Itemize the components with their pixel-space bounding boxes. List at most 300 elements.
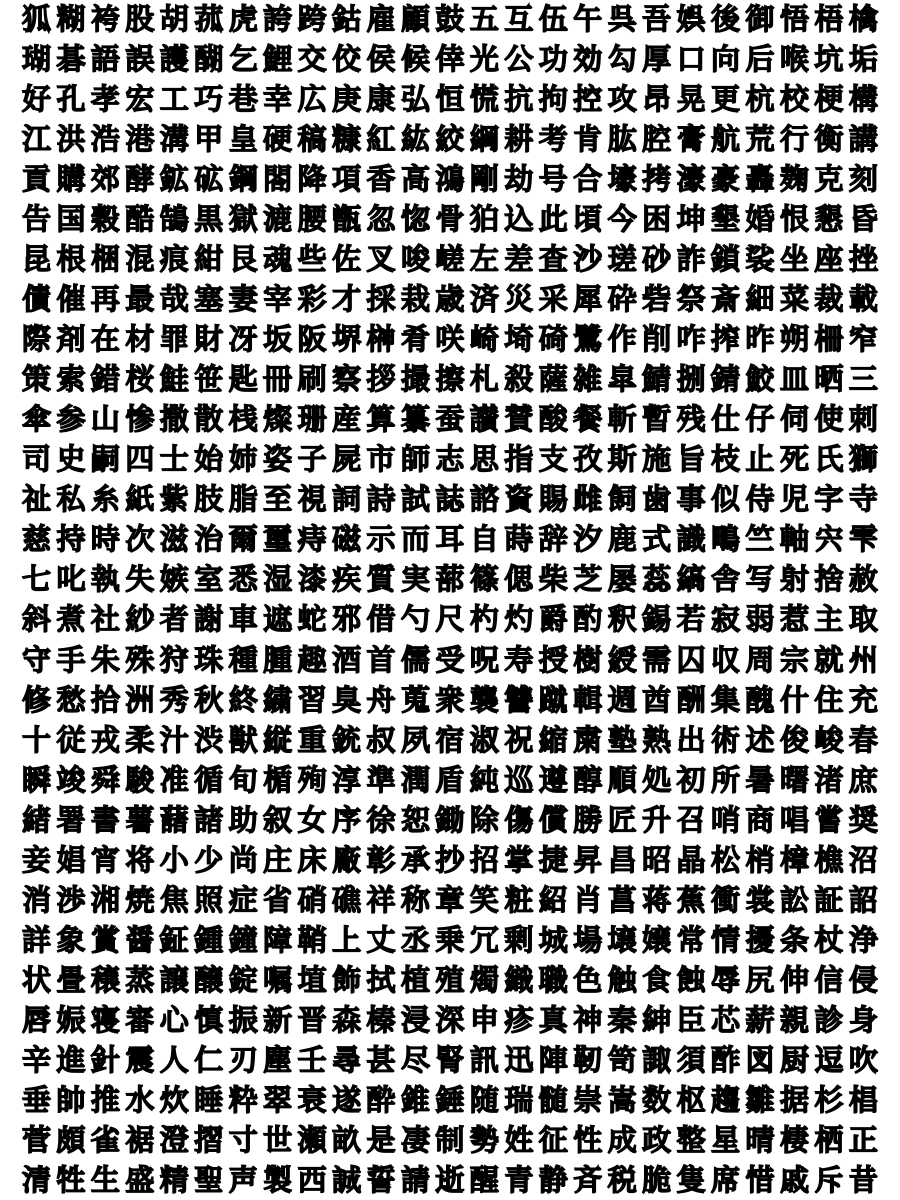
- kanji-glyph: 削: [642, 322, 672, 357]
- kanji-glyph: 屍: [332, 442, 362, 477]
- kanji-glyph: 衰: [297, 1082, 327, 1117]
- kanji-glyph: 俊: [779, 722, 809, 757]
- kanji-glyph: 公: [504, 42, 534, 77]
- kanji-glyph: 拶: [366, 362, 396, 397]
- kanji-glyph: 采: [538, 282, 568, 317]
- kanji-glyph: 庶: [848, 762, 878, 797]
- kanji-row: [20, 964, 880, 997]
- kanji-glyph: 述: [745, 722, 775, 757]
- kanji-glyph: 犀: [573, 282, 603, 317]
- kanji-glyph: 垢: [848, 42, 878, 77]
- kanji-glyph: 昌: [607, 842, 637, 877]
- kanji-glyph: 纂: [400, 402, 430, 437]
- kanji-glyph: 尻: [745, 962, 775, 997]
- kanji-glyph: 酸: [538, 402, 568, 437]
- kanji-glyph: 朔: [779, 322, 809, 357]
- kanji-glyph: 肢: [194, 482, 224, 517]
- kanji-glyph: 墾: [711, 202, 741, 237]
- kanji-glyph: 字: [814, 482, 844, 517]
- kanji-row: [20, 1044, 880, 1077]
- kanji-glyph: 策: [21, 362, 51, 397]
- kanji-glyph: 縮: [538, 722, 568, 757]
- kanji-glyph: 娯: [676, 2, 706, 36]
- kanji-glyph: 縦: [263, 722, 293, 757]
- kanji-glyph: 乗: [435, 922, 465, 957]
- kanji-glyph: 祉: [21, 482, 51, 517]
- kanji-glyph: 残: [676, 402, 706, 437]
- kanji-row: [20, 1164, 880, 1197]
- kanji-glyph: 施: [642, 442, 672, 477]
- kanji-glyph: 情: [711, 922, 741, 957]
- kanji-glyph: 丞: [400, 922, 430, 957]
- kanji-glyph: 砿: [194, 162, 224, 197]
- kanji-glyph: 珊: [297, 402, 327, 437]
- kanji-glyph: 合: [573, 162, 603, 197]
- kanji-glyph: 晃: [676, 82, 706, 117]
- kanji-glyph: 嘗: [814, 802, 844, 837]
- kanji-glyph: 酔: [366, 1082, 396, 1117]
- kanji-glyph: 堺: [332, 322, 362, 357]
- kanji-glyph: 謝: [194, 602, 224, 637]
- kanji-glyph: 星: [711, 1122, 741, 1157]
- kanji-glyph: 四: [125, 442, 155, 477]
- kanji-glyph: 静: [538, 1162, 568, 1197]
- kanji-glyph: 差: [504, 242, 534, 277]
- kanji-glyph: 士: [159, 442, 189, 477]
- kanji-glyph: 砕: [607, 282, 637, 317]
- kanji-glyph: 城: [538, 922, 568, 957]
- kanji-glyph: 手: [56, 642, 86, 677]
- kanji-glyph: 夙: [400, 722, 430, 757]
- kanji-glyph: 皿: [779, 362, 809, 397]
- kanji-glyph: 壕: [607, 162, 637, 197]
- kanji-glyph: 債: [21, 282, 51, 317]
- kanji-glyph: 笑: [469, 882, 499, 917]
- kanji-glyph: 殖: [435, 962, 465, 997]
- kanji-glyph: 喉: [779, 42, 809, 77]
- kanji-glyph: 実: [400, 562, 430, 597]
- kanji-glyph: 柵: [814, 322, 844, 357]
- kanji-glyph: 克: [814, 162, 844, 197]
- kanji-glyph: 偲: [504, 562, 534, 597]
- kanji-glyph: 購: [56, 162, 86, 197]
- kanji-glyph: 後: [711, 2, 741, 36]
- kanji-glyph: 狛: [469, 202, 499, 237]
- kanji-glyph: 菜: [779, 282, 809, 317]
- kanji-glyph: 斯: [607, 442, 637, 477]
- kanji-glyph: 厨: [779, 1042, 809, 1077]
- kanji-glyph: 神: [573, 1002, 603, 1037]
- kanji-glyph: 懇: [814, 202, 844, 237]
- kanji-glyph: 壬: [297, 1042, 327, 1077]
- kanji-glyph: 据: [779, 1082, 809, 1117]
- kanji-glyph: 雛: [745, 1082, 775, 1117]
- kanji-glyph: 宏: [125, 82, 155, 117]
- kanji-glyph: 悟: [779, 2, 809, 36]
- kanji-glyph: 寂: [711, 602, 741, 637]
- kanji-glyph: 紙: [125, 482, 155, 517]
- kanji-glyph: 嵯: [435, 242, 465, 277]
- kanji-glyph: 宵: [90, 842, 120, 877]
- kanji-glyph: 困: [642, 202, 672, 237]
- kanji-glyph: 思: [469, 442, 499, 477]
- kanji-glyph: 作: [607, 322, 637, 357]
- kanji-glyph: 止: [745, 442, 775, 477]
- kanji-glyph: 詐: [676, 242, 706, 277]
- kanji-glyph: 孝: [90, 82, 120, 117]
- kanji-glyph: 濠: [676, 162, 706, 197]
- kanji-glyph: 飼: [607, 482, 637, 517]
- kanji-glyph: 始: [194, 442, 224, 477]
- kanji-glyph: 鹿: [607, 522, 637, 557]
- kanji-glyph: 晒: [814, 362, 844, 397]
- kanji-glyph: 徐: [366, 802, 396, 837]
- kanji-character-sheet: [20, 3, 880, 1197]
- kanji-glyph: 菖: [607, 882, 637, 917]
- kanji-glyph: 惨: [125, 402, 155, 437]
- kanji-glyph: 考: [538, 122, 568, 157]
- kanji-glyph: 昏: [848, 202, 878, 237]
- kanji-glyph: 礁: [332, 882, 362, 917]
- kanji-glyph: 侵: [848, 962, 878, 997]
- kanji-glyph: 榊: [366, 322, 396, 357]
- kanji-glyph: 寸: [228, 1122, 258, 1157]
- kanji-glyph: 修: [21, 682, 51, 717]
- kanji-glyph: 紳: [642, 1002, 672, 1037]
- kanji-glyph: 埼: [504, 322, 534, 357]
- kanji-glyph: 燦: [263, 402, 293, 437]
- kanji-glyph: 疹: [504, 1002, 534, 1037]
- kanji-glyph: 綱: [469, 122, 499, 157]
- kanji-glyph: 劫: [504, 162, 534, 197]
- kanji-glyph: 鴫: [711, 522, 741, 557]
- kanji-glyph: 酒: [332, 642, 362, 677]
- kanji-glyph: 秋: [194, 682, 224, 717]
- kanji-glyph: 色: [573, 962, 603, 997]
- kanji-glyph: 沙: [573, 242, 603, 277]
- kanji-glyph: 芯: [711, 1002, 741, 1037]
- kanji-glyph: 仔: [745, 402, 775, 437]
- kanji-glyph: 擦: [435, 362, 465, 397]
- kanji-glyph: 獣: [228, 722, 258, 757]
- kanji-glyph: 紅: [366, 122, 396, 157]
- kanji-row: [20, 3, 880, 36]
- kanji-glyph: 渚: [814, 762, 844, 797]
- kanji-glyph: 載: [848, 282, 878, 317]
- kanji-glyph: 恨: [779, 202, 809, 237]
- kanji-row: [20, 483, 880, 516]
- kanji-glyph: 撒: [159, 402, 189, 437]
- kanji-glyph: 寺: [848, 482, 878, 517]
- kanji-glyph: 捷: [538, 842, 568, 877]
- kanji-glyph: 邪: [332, 602, 362, 637]
- kanji-glyph: 承: [400, 842, 430, 877]
- kanji-glyph: 姓: [504, 1122, 534, 1157]
- kanji-glyph: 師: [400, 442, 430, 477]
- kanji-glyph: 行: [779, 122, 809, 157]
- kanji-glyph: 譲: [159, 962, 189, 997]
- kanji-glyph: 鵠: [159, 202, 189, 237]
- kanji-glyph: 誓: [366, 1162, 396, 1197]
- kanji-glyph: 受: [435, 642, 465, 677]
- kanji-glyph: 瑞: [504, 1082, 534, 1117]
- kanji-glyph: 若: [676, 602, 706, 637]
- kanji-row: [20, 603, 880, 636]
- kanji-glyph: 斎: [711, 282, 741, 317]
- kanji-glyph: 制: [435, 1122, 465, 1157]
- kanji-glyph: 碁: [56, 42, 86, 77]
- kanji-glyph: 慎: [194, 1002, 224, 1037]
- kanji-glyph: 試: [400, 482, 430, 517]
- kanji-glyph: 匠: [607, 802, 637, 837]
- kanji-glyph: 倖: [435, 42, 465, 77]
- kanji-glyph: 社: [90, 602, 120, 637]
- kanji-glyph: 剰: [504, 922, 534, 957]
- kanji-glyph: 広: [297, 82, 327, 117]
- kanji-glyph: 肖: [573, 882, 603, 917]
- kanji-glyph: 震: [125, 1042, 155, 1077]
- kanji-glyph: 失: [125, 562, 155, 597]
- kanji-glyph: 孜: [573, 442, 603, 477]
- kanji-glyph: 冗: [469, 922, 499, 957]
- kanji-glyph: 数: [642, 1082, 672, 1117]
- kanji-glyph: 助: [228, 802, 258, 837]
- kanji-glyph: 熟: [642, 722, 672, 757]
- kanji-glyph: 昭: [642, 842, 672, 877]
- kanji-glyph: 爾: [228, 522, 258, 557]
- kanji-glyph: 市: [366, 442, 396, 477]
- kanji-glyph: 子: [297, 442, 327, 477]
- kanji-glyph: 拾: [90, 682, 120, 717]
- kanji-glyph: 醸: [194, 962, 224, 997]
- kanji-glyph: 痔: [297, 522, 327, 557]
- kanji-glyph: 挫: [848, 242, 878, 277]
- kanji-glyph: 焦: [159, 882, 189, 917]
- kanji-glyph: 酷: [125, 202, 155, 237]
- kanji-glyph: 餐: [573, 402, 603, 437]
- kanji-glyph: 桟: [228, 402, 258, 437]
- kanji-glyph: 昔: [848, 1162, 878, 1197]
- kanji-glyph: 縞: [676, 562, 706, 597]
- kanji-glyph: 需: [642, 642, 672, 677]
- kanji-glyph: 痕: [159, 242, 189, 277]
- kanji-glyph: 笹: [194, 362, 224, 397]
- kanji-glyph: 指: [504, 442, 534, 477]
- kanji-glyph: 粧: [504, 882, 534, 917]
- kanji-glyph: 尽: [400, 1042, 430, 1077]
- kanji-glyph: 護: [159, 42, 189, 77]
- kanji-glyph: 諏: [642, 1042, 672, 1077]
- kanji-glyph: 蒋: [642, 882, 672, 917]
- kanji-glyph: 三: [848, 362, 878, 397]
- kanji-glyph: 鉱: [159, 162, 189, 197]
- kanji-glyph: 窄: [848, 322, 878, 357]
- kanji-glyph: 醜: [745, 682, 775, 717]
- kanji-glyph: 世: [263, 1122, 293, 1157]
- kanji-glyph: 愁: [56, 682, 86, 717]
- kanji-glyph: 趨: [711, 1082, 741, 1117]
- kanji-glyph: 嗣: [90, 442, 120, 477]
- kanji-glyph: 醤: [125, 922, 155, 957]
- kanji-glyph: 進: [56, 1042, 86, 1077]
- kanji-glyph: 宿: [435, 722, 465, 757]
- kanji-glyph: 枢: [676, 1082, 706, 1117]
- kanji-glyph: 甑: [332, 202, 362, 237]
- kanji-glyph: 誇: [263, 2, 293, 36]
- kanji-glyph: 峻: [814, 722, 844, 757]
- kanji-glyph: 殉: [297, 762, 327, 797]
- kanji-glyph: 財: [194, 322, 224, 357]
- kanji-glyph: 勺: [400, 602, 430, 637]
- kanji-glyph: 座: [814, 242, 844, 277]
- kanji-glyph: 粋: [228, 1082, 258, 1117]
- kanji-glyph: 初: [676, 762, 706, 797]
- kanji-glyph: 繍: [263, 682, 293, 717]
- kanji-glyph: 拘: [538, 82, 568, 117]
- kanji-glyph: 盾: [435, 762, 465, 797]
- kanji-glyph: 循: [194, 762, 224, 797]
- kanji-glyph: 出: [676, 722, 706, 757]
- kanji-glyph: 甚: [366, 1042, 396, 1077]
- kanji-glyph: 狩: [159, 642, 189, 677]
- kanji-glyph: 五: [469, 2, 499, 36]
- kanji-glyph: 是: [366, 1122, 396, 1157]
- kanji-glyph: 肯: [573, 122, 603, 157]
- kanji-glyph: 氏: [814, 442, 844, 477]
- kanji-row: [20, 924, 880, 957]
- kanji-glyph: 西: [297, 1162, 327, 1197]
- kanji-glyph: 鉦: [159, 922, 189, 957]
- kanji-glyph: 随: [469, 1082, 499, 1117]
- kanji-glyph: 襲: [469, 682, 499, 717]
- kanji-glyph: 篠: [469, 562, 499, 597]
- kanji-glyph: 侯: [366, 42, 396, 77]
- kanji-glyph: 昇: [573, 842, 603, 877]
- kanji-glyph: 牲: [56, 1162, 86, 1197]
- kanji-glyph: 香: [366, 162, 396, 197]
- kanji-glyph: 混: [125, 242, 155, 277]
- kanji-glyph: 攻: [607, 82, 637, 117]
- kanji-glyph: 辱: [711, 962, 741, 997]
- kanji-glyph: 札: [469, 362, 499, 397]
- kanji-glyph: 孔: [56, 82, 86, 117]
- kanji-row: [20, 283, 880, 316]
- kanji-glyph: 沼: [848, 842, 878, 877]
- kanji-glyph: 写: [745, 562, 775, 597]
- kanji-glyph: 紫: [159, 482, 189, 517]
- kanji-glyph: 姿: [263, 442, 293, 477]
- kanji-glyph: 使: [814, 402, 844, 437]
- kanji-glyph: 散: [194, 402, 224, 437]
- kanji-glyph: 山: [90, 402, 120, 437]
- kanji-glyph: 申: [469, 1002, 499, 1037]
- kanji-glyph: 港: [125, 122, 155, 157]
- kanji-glyph: 暑: [745, 762, 775, 797]
- kanji-glyph: 招: [469, 842, 499, 877]
- kanji-glyph: 誠: [332, 1162, 362, 1197]
- kanji-glyph: 順: [607, 762, 637, 797]
- kanji-glyph: 儒: [400, 642, 430, 677]
- kanji-glyph: 拭: [366, 962, 396, 997]
- kanji-glyph: 首: [366, 642, 396, 677]
- kanji-glyph: 宰: [263, 282, 293, 317]
- kanji-glyph: 処: [642, 762, 672, 797]
- kanji-glyph: 省: [263, 882, 293, 917]
- kanji-glyph: 裁: [814, 282, 844, 317]
- kanji-glyph: 詳: [21, 922, 51, 957]
- kanji-glyph: 醐: [194, 42, 224, 77]
- kanji-row: [20, 1004, 880, 1037]
- kanji-glyph: 糸: [90, 482, 120, 517]
- kanji-glyph: 須: [676, 1042, 706, 1077]
- kanji-glyph: 昨: [745, 322, 775, 357]
- kanji-glyph: 酌: [573, 602, 603, 637]
- kanji-glyph: 朱: [90, 642, 120, 677]
- kanji-glyph: 叉: [366, 242, 396, 277]
- kanji-glyph: 陣: [538, 1042, 568, 1077]
- kanji-row: [20, 363, 880, 396]
- kanji-glyph: 勾: [607, 42, 637, 77]
- kanji-glyph: 席: [711, 1162, 741, 1197]
- kanji-glyph: 哨: [711, 802, 741, 837]
- kanji-glyph: 訟: [779, 882, 809, 917]
- kanji-glyph: 浄: [848, 922, 878, 957]
- kanji-glyph: 剤: [56, 322, 86, 357]
- kanji-glyph: 症: [228, 882, 258, 917]
- kanji-glyph: 酬: [676, 682, 706, 717]
- kanji-glyph: 口: [676, 42, 706, 77]
- kanji-glyph: 佐: [332, 242, 362, 277]
- kanji-glyph: 視: [297, 482, 327, 517]
- kanji-glyph: 裾: [125, 1122, 155, 1157]
- kanji-glyph: 佼: [332, 42, 362, 77]
- kanji-glyph: 錯: [90, 362, 120, 397]
- kanji-glyph: 産: [332, 402, 362, 437]
- kanji-glyph: 構: [848, 82, 878, 117]
- kanji-glyph: 秀: [159, 682, 189, 717]
- kanji-glyph: 征: [538, 1122, 568, 1157]
- kanji-glyph: 康: [366, 82, 396, 117]
- kanji-row: [20, 243, 880, 276]
- kanji-glyph: 錫: [642, 602, 672, 637]
- kanji-glyph: 江: [21, 122, 51, 157]
- kanji-row: [20, 684, 880, 717]
- kanji-glyph: 執: [90, 562, 120, 597]
- kanji-glyph: 醒: [469, 1162, 499, 1197]
- kanji-glyph: 辞: [538, 522, 568, 557]
- kanji-glyph: 此: [538, 202, 568, 237]
- kanji-glyph: 凄: [400, 1122, 430, 1157]
- kanji-glyph: 腫: [263, 642, 293, 677]
- kanji-glyph: 持: [56, 522, 86, 557]
- kanji-glyph: 稿: [297, 122, 327, 157]
- kanji-glyph: 抄: [435, 842, 465, 877]
- kanji-glyph: 薯: [125, 802, 155, 837]
- kanji-glyph: 戎: [90, 722, 120, 757]
- kanji-glyph: 催: [56, 282, 86, 317]
- kanji-glyph: 航: [711, 122, 741, 157]
- kanji-glyph: 肱: [607, 122, 637, 157]
- kanji-glyph: 職: [538, 962, 568, 997]
- kanji-glyph: 識: [676, 522, 706, 557]
- kanji-glyph: 慈: [21, 522, 51, 557]
- kanji-glyph: 樹: [573, 642, 603, 677]
- kanji-glyph: 乞: [228, 42, 258, 77]
- kanji-glyph: 唱: [779, 802, 809, 837]
- kanji-glyph: 軸: [779, 522, 809, 557]
- kanji-glyph: 咲: [435, 322, 465, 357]
- kanji-glyph: 逝: [435, 1162, 465, 1197]
